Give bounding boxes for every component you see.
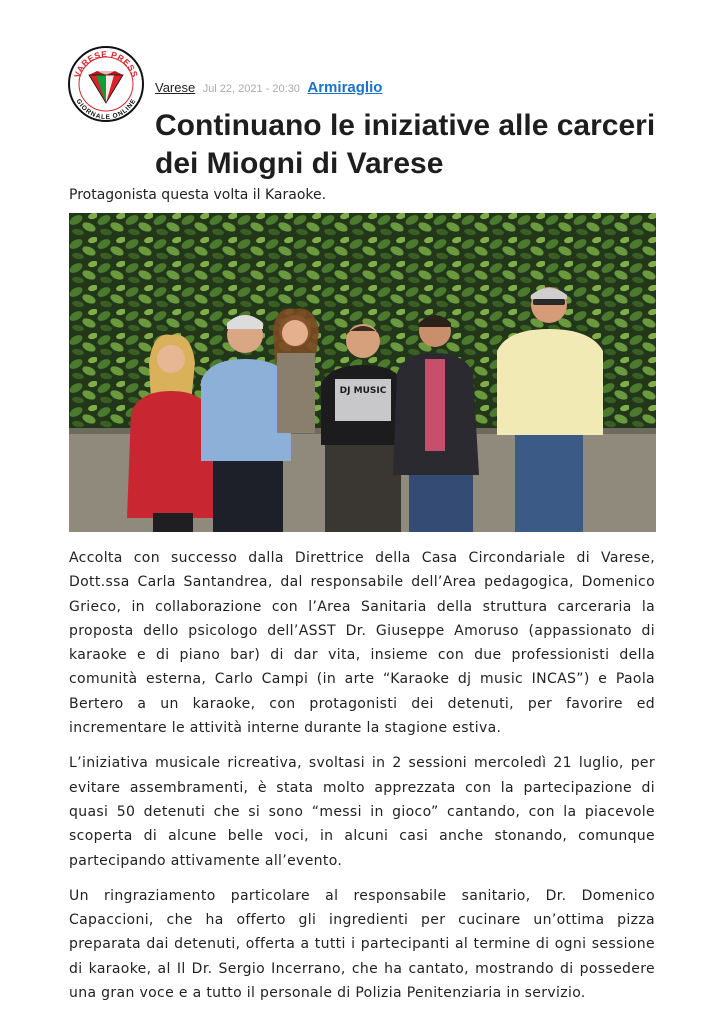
article-paragraph: Accolta con successo dalla Direttrice della Casa Circondariale di Varese, Dott.ssa Carla Santandrea, dal responsabile dell’Area pedagogica, Domenico Grieco, in collaborazione con l’Area Sanitaria della struttura carceraria la proposta dello psicologo dell’ASST Dr. Giuseppe Amoruso (appassionato di karaoke e di piano bar) di dar vita, insieme con due professionisti della comunità esterna, Carlo Campi (in arte “Karaoke dj music INCAS”) e Paola Bertero a un karaoke, con protagonisti dei detenuti, per favorire ed incrementare le attività interne durante la stagione estiva.	[69, 550, 655, 737]
logo-bottom-text: GIORNALE ONLINE	[74, 97, 138, 122]
article-subtitle: Protagonista questa volta il Karaoke.	[69, 187, 327, 203]
group-photo-icon	[69, 213, 656, 532]
article-paragraph: L’iniziativa musicale ricreativa, svoltasi in 2 sessioni mercoledì 21 luglio, per evitare assembramenti, è stata molto apprezzata con la partecipazione di quasi 50 detenuti che si sono “messi in gioco” cantando, con la piacevole scoperta di alcune belle voci, in alcuni casi anche stonando, comunque partecipando attivamente all’evento.	[69, 755, 655, 869]
category-link[interactable]: Varese	[155, 80, 196, 95]
article-title: Continuano le iniziative alle carceri dei Miogni di Varese	[155, 109, 656, 180]
post-meta	[155, 79, 382, 97]
post-date: Jul 22, 2021 - 20:30	[202, 83, 300, 95]
logo-emblem-icon	[67, 45, 145, 123]
article-body	[69, 546, 655, 1016]
article-photo	[69, 213, 656, 532]
varese-press-logo[interactable]	[67, 45, 145, 123]
logo-top-text: VARESE PRESS	[71, 48, 141, 79]
tshirt-text: DJ MUSIC	[339, 386, 387, 396]
article-paragraph: Un ringraziamento particolare al responsabile sanitario, Dr. Domenico Capaccioni, che ha offerto gli ingredienti per cucinare un’ottima pizza preparata dai detenuti, offerta a tutti i partecipanti al termine di ogni sessione di karaoke, al Il Dr. Sergio Incerrano, che ha cantato, mostrando di possedere una gran voce e a tutto il personale di Polizia Penitenziaria in servizio.	[69, 887, 655, 1002]
author-link[interactable]: Armiraglio	[307, 79, 383, 96]
